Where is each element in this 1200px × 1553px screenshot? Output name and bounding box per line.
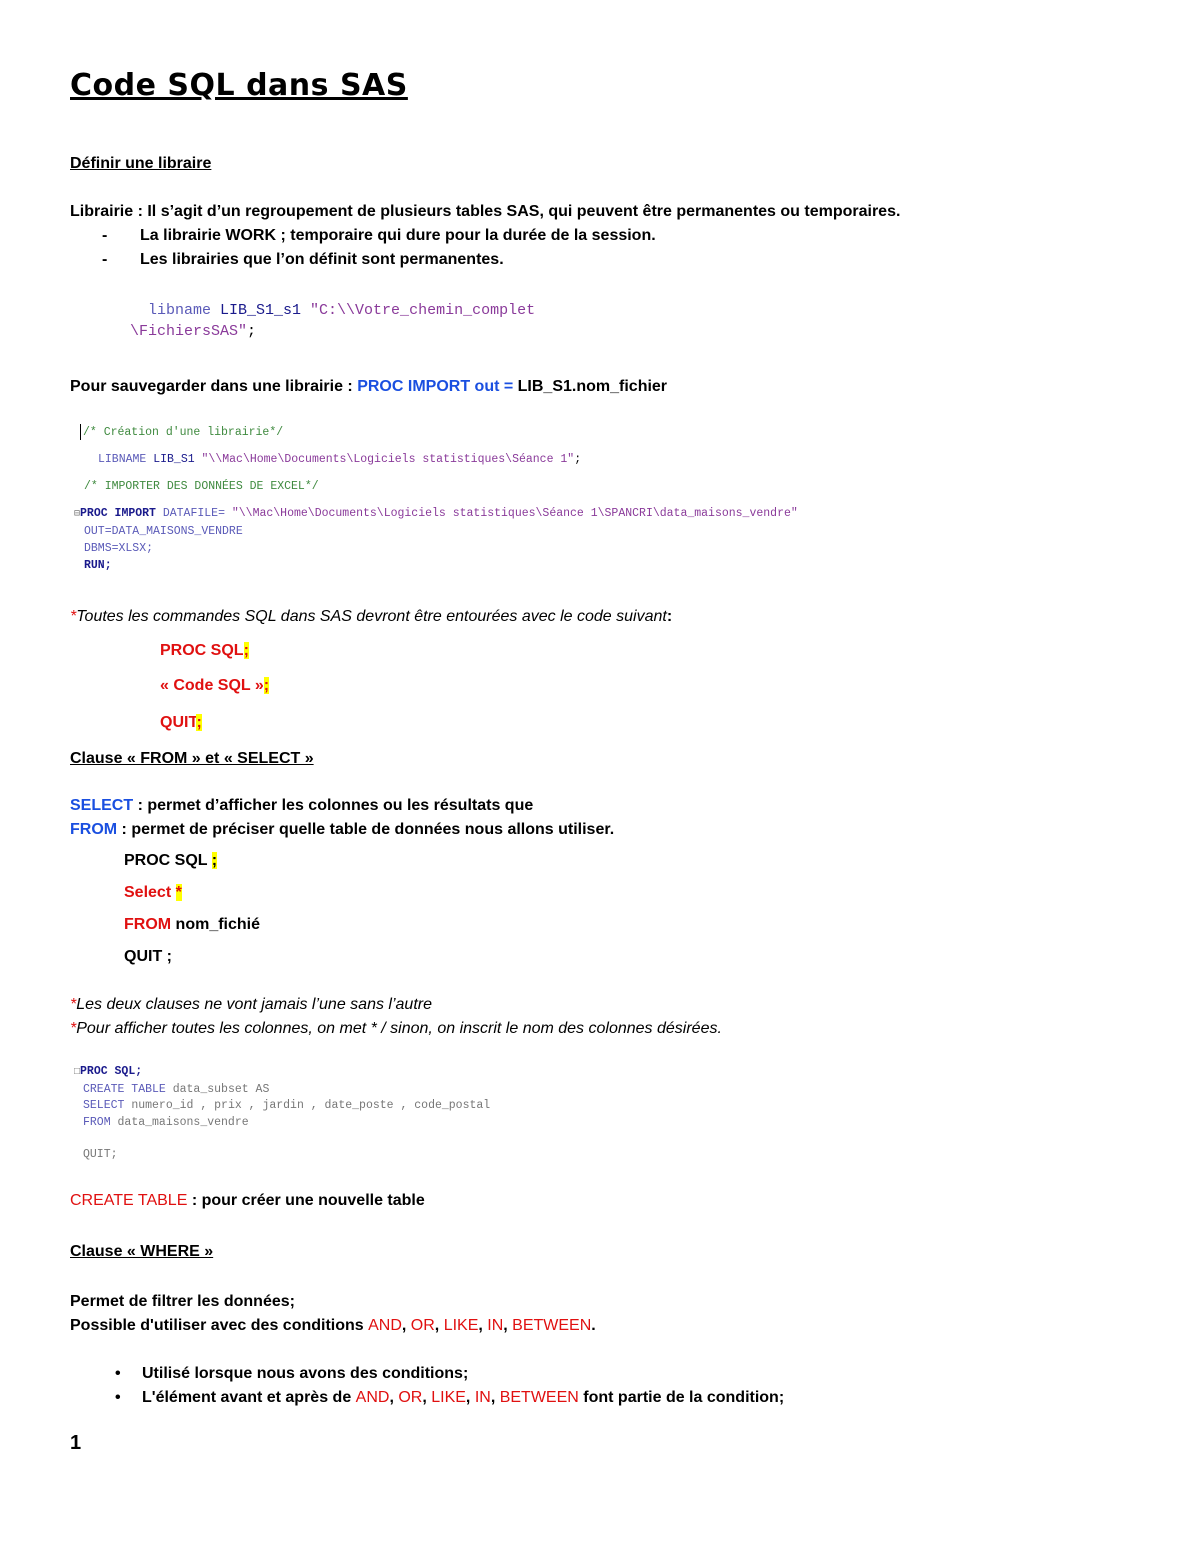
code-sql-line xyxy=(160,677,269,695)
keyword-in: IN xyxy=(487,1317,504,1334)
semicolon-highlight: ; xyxy=(263,677,270,694)
code-keyword: FROM xyxy=(83,1115,111,1129)
where-line-2 xyxy=(70,1317,596,1335)
code-keyword: libname xyxy=(148,302,212,319)
separator: , xyxy=(401,1317,411,1334)
keyword-like: LIKE xyxy=(443,1317,479,1334)
keyword-and: AND xyxy=(355,1389,390,1406)
code-semicolon: ; xyxy=(247,323,257,340)
section-heading-where: Clause « WHERE » xyxy=(70,1243,214,1260)
separator: , xyxy=(490,1389,500,1406)
quit-text: QUIT xyxy=(160,714,197,731)
example-proc-text: PROC SQL xyxy=(124,852,212,869)
note-text: Toutes les commandes SQL dans SAS devront être entourées avec le code suivant xyxy=(76,608,667,625)
section-heading-from-select: Clause « FROM » et « SELECT » xyxy=(70,750,314,767)
example-select xyxy=(124,884,182,902)
library-definition xyxy=(70,203,900,221)
list-item xyxy=(102,227,656,245)
list-item xyxy=(102,251,504,269)
example-proc-sql xyxy=(124,852,217,870)
proc-sql-line xyxy=(160,642,249,660)
save-label: Pour sauvegarder dans une librairie : xyxy=(70,378,358,395)
code-text: data_maisons_vendre xyxy=(110,1115,249,1129)
quit-line xyxy=(160,714,202,732)
from-keyword: FROM xyxy=(124,916,172,933)
code-semicolon: ; xyxy=(574,453,582,467)
from-keyword: FROM xyxy=(70,821,118,838)
note-star: * xyxy=(70,996,77,1013)
code-line: RUN; xyxy=(84,559,112,573)
note-colon: : xyxy=(666,608,673,625)
example-from xyxy=(124,916,260,934)
dash-marker: - xyxy=(102,251,108,268)
code-string: "C:\\Votre_chemin_complet xyxy=(310,302,536,319)
save-target: LIB_S1.nom_fichier xyxy=(517,378,668,395)
code-comment: /* Création d'une librairie*/ xyxy=(83,426,284,440)
where-line-1: Permet de filtrer les données; xyxy=(70,1293,295,1310)
dash-marker: - xyxy=(102,227,108,244)
keyword-or: OR xyxy=(398,1389,423,1406)
save-code-keyword: PROC IMPORT out = xyxy=(357,378,518,395)
code-libref: LIB_S1 xyxy=(146,453,202,467)
list-item-text: La librairie WORK ; temporaire qui dure pour la durée de la session. xyxy=(140,227,656,244)
library-label: Librairie : xyxy=(70,203,148,220)
section-heading-library: Définir une libraire xyxy=(70,155,212,172)
columns-note xyxy=(70,1020,722,1038)
bullet-icon: • xyxy=(115,1389,121,1406)
library-text: Il s’agit d’un regroupement de plusieurs tables SAS, qui peuvent être permanentes ou temporaires. xyxy=(147,203,901,220)
code-libref: LIB_S1_s1 xyxy=(211,302,311,319)
code-snippet-create-table xyxy=(74,1064,490,1164)
create-table-definition xyxy=(70,1192,425,1210)
code-string: \FichiersSAS" xyxy=(130,323,248,340)
example-quit: QUIT ; xyxy=(124,948,172,965)
fold-marker-icon[interactable]: ⊟ xyxy=(74,509,81,521)
list-item xyxy=(115,1389,784,1407)
code-line: DBMS=XLSX; xyxy=(84,542,154,556)
note-text: Pour afficher toutes les colonnes, on met * / sinon, on inscrit le nom des colonnes désirées. xyxy=(76,1020,722,1037)
where-line-2-text: Possible d'utiliser avec des conditions xyxy=(70,1317,369,1334)
list-item-text: Les librairies que l’on définit sont permanentes. xyxy=(140,251,504,268)
page-title: Code SQL dans SAS xyxy=(70,68,408,103)
list-item-text: font partie de la condition; xyxy=(578,1389,785,1406)
keyword-between: BETWEEN xyxy=(499,1389,579,1406)
keyword-between: BETWEEN xyxy=(512,1317,592,1334)
select-keyword: SELECT xyxy=(70,797,134,814)
code-sql-text: « Code SQL » xyxy=(160,677,264,694)
select-text: : permet d’afficher les colonnes ou les résultats que xyxy=(133,797,534,814)
code-string: "\\Mac\Home\Documents\Logiciels statistiques\Séance 1" xyxy=(201,453,575,467)
note-star: * xyxy=(70,1020,77,1037)
sql-wrapper-note xyxy=(70,608,672,626)
note-text: Les deux clauses ne vont jamais l’une sans l’autre xyxy=(76,996,432,1013)
create-table-text: : pour créer une nouvelle table xyxy=(187,1192,425,1209)
semicolon-highlight: ; xyxy=(211,852,218,869)
save-instruction xyxy=(70,378,667,396)
semicolon-highlight: ; xyxy=(243,642,249,659)
list-item-text: L'élément avant et après de xyxy=(142,1389,356,1406)
bullet-icon: • xyxy=(115,1365,121,1382)
page-number: 1 xyxy=(70,1432,82,1454)
fold-marker-icon[interactable]: □ xyxy=(74,1067,81,1078)
code-line: PROC SQL; xyxy=(80,1065,143,1078)
code-keyword: PROC IMPORT xyxy=(80,507,156,521)
note-star: * xyxy=(70,608,77,625)
period: . xyxy=(591,1317,596,1334)
separator: , xyxy=(434,1317,444,1334)
keyword-like: LIKE xyxy=(431,1389,466,1406)
separator: , xyxy=(503,1317,513,1334)
separator: , xyxy=(478,1317,488,1334)
code-line: QUIT; xyxy=(83,1148,118,1161)
code-string: "\\Mac\Home\Documents\Logiciels statistiques\Séance 1\SPANCRI\data_maisons_vendre" xyxy=(231,507,798,521)
text-cursor xyxy=(80,424,81,440)
semicolon-highlight: ; xyxy=(196,714,202,731)
from-definition xyxy=(70,821,614,839)
keyword-or: OR xyxy=(410,1317,435,1334)
select-keyword: Select xyxy=(124,884,172,901)
code-text: data_subset AS xyxy=(165,1082,270,1096)
proc-sql-text: PROC SQL xyxy=(160,642,244,659)
asterisk-highlight: * xyxy=(175,884,182,901)
table-name: nom_fichié xyxy=(171,916,261,933)
code-comment: /* IMPORTER DES DONNÉES DE EXCEL*/ xyxy=(84,480,319,494)
code-snippet-import xyxy=(74,424,798,574)
keyword-and: AND xyxy=(368,1317,402,1334)
code-snippet-libname xyxy=(130,300,535,342)
clauses-note xyxy=(70,996,432,1014)
code-keyword: SELECT xyxy=(83,1099,125,1112)
separator: , xyxy=(389,1389,399,1406)
separator: , xyxy=(422,1389,432,1406)
create-table-keyword: CREATE TABLE xyxy=(70,1192,188,1209)
list-item-text: Utilisé lorsque nous avons des conditions; xyxy=(142,1365,469,1382)
separator: , xyxy=(465,1389,475,1406)
select-definition xyxy=(70,797,533,815)
keyword-in: IN xyxy=(474,1389,491,1406)
from-text: : permet de préciser quelle table de données nous allons utiliser. xyxy=(117,821,615,838)
code-keyword: CREATE TABLE xyxy=(83,1082,166,1096)
code-keyword: LIBNAME xyxy=(98,453,147,467)
code-option: DATAFILE= xyxy=(155,507,232,521)
code-line: OUT=DATA_MAISONS_VENDRE xyxy=(84,525,243,539)
list-item xyxy=(115,1365,468,1383)
code-text: numero_id , prix , jardin , date_poste , code_postal xyxy=(124,1099,491,1112)
